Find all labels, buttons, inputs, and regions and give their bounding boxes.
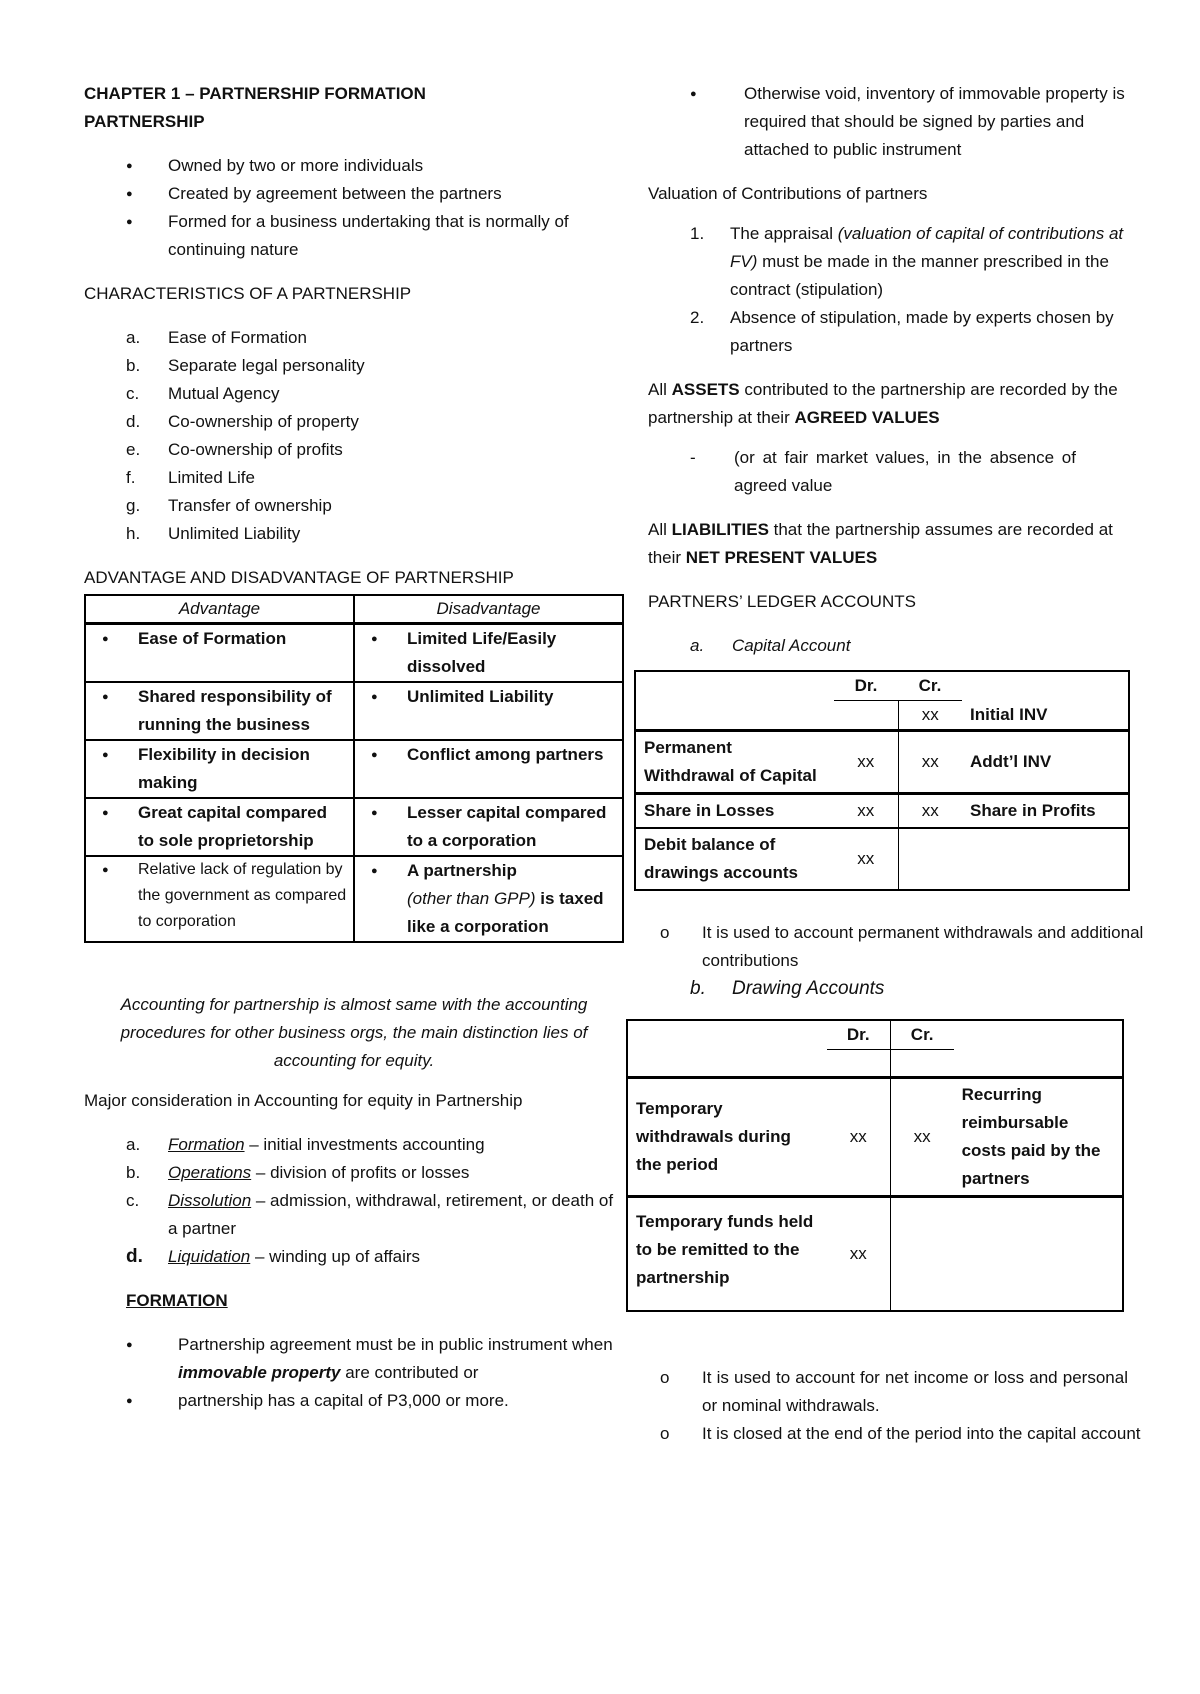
list-item: c. Mutual Agency bbox=[126, 384, 280, 403]
list-item: b. Operations – division of profits or losses bbox=[126, 1163, 470, 1182]
table-row: Temporary withdrawals during the period xx xx Recurring reimbursable costs paid by the partners bbox=[627, 1077, 1123, 1196]
table-row: Debit balance of drawings accounts xx bbox=[635, 828, 1129, 890]
list-item: c. Dissolution – admission, withdrawal, retirement, or death of a partner bbox=[126, 1191, 614, 1238]
list-item: - (or at fair market values, in the absence of agreed value bbox=[690, 448, 1076, 495]
list-item: ● Owned by two or more individuals bbox=[84, 152, 624, 180]
capital-account-table bbox=[634, 670, 1130, 891]
list-item: ● Created by agreement between the partners bbox=[84, 180, 624, 208]
list-item: f. Limited Life bbox=[126, 468, 255, 487]
table-row bbox=[627, 1020, 1123, 1050]
list-item: ● Otherwise void, inventory of immovable property is required that should be signed by parties and attached to public instrument bbox=[648, 80, 1148, 164]
advantage-cell: ● Shared responsibility of running the business bbox=[85, 682, 354, 740]
valuation-heading: Valuation of Contributions of partners bbox=[648, 184, 928, 203]
disadvantage-cell: ● Limited Life/Easily dissolved bbox=[354, 624, 623, 683]
assets-paragraph: All ASSETS contributed to the partnership are recorded by the partnership at their AGREED VALUES bbox=[648, 380, 1118, 427]
table-row: Permanent Withdrawal of Capital xx xx Addt’l INV bbox=[635, 731, 1129, 794]
list-item: ● Formed for a business undertaking that is normally of continuing nature bbox=[84, 208, 624, 264]
advantage-cell: ● Great capital compared to sole proprietorship bbox=[85, 798, 354, 856]
table-row bbox=[627, 1050, 1123, 1078]
characteristics-heading: CHARACTERISTICS OF A PARTNERSHIP bbox=[84, 284, 412, 303]
table-row bbox=[85, 624, 623, 683]
major-consideration: Major consideration in Accounting for equity in Partnership bbox=[84, 1091, 523, 1110]
list-item: ● partnership has a capital of P3,000 or more. bbox=[84, 1387, 624, 1415]
right-column bbox=[636, 80, 1148, 1448]
disadvantage-cell: ● Conflict among partners bbox=[354, 740, 623, 798]
list-item: d. Co-ownership of property bbox=[126, 412, 359, 431]
table-row: Temporary funds held to be remitted to the partnership xx bbox=[627, 1196, 1123, 1311]
cr-label: Cr. bbox=[890, 1020, 953, 1050]
advantage-cell: ● Flexibility in decision making bbox=[85, 740, 354, 798]
formation-heading: FORMATION bbox=[126, 1291, 228, 1310]
formation-list bbox=[84, 1331, 624, 1415]
left-column bbox=[84, 80, 624, 1415]
list-item: o It is used to account for net income or loss and personal or nominal withdrawals. bbox=[648, 1364, 1148, 1420]
list-item: a. Ease of Formation bbox=[126, 328, 307, 347]
list-item: d. Liquidation – winding up of affairs bbox=[126, 1246, 421, 1267]
list-item: g. Transfer of ownership bbox=[126, 496, 332, 515]
list-item: a. Formation – initial investments accounting bbox=[126, 1135, 485, 1154]
cr-label: Cr. bbox=[898, 671, 962, 701]
list-item: h. Unlimited Liability bbox=[126, 524, 301, 543]
accounting-note: Accounting for partnership is almost same with the accounting procedures for other business orgs, the main distinction lies of accounting for equity. bbox=[120, 995, 588, 1070]
table-row: xx Initial INV bbox=[635, 701, 1129, 731]
capital-account-title: a. Capital Account bbox=[690, 636, 851, 655]
valuation-list bbox=[648, 220, 1148, 360]
list-item: 2. Absence of stipulation, made by experts chosen by partners bbox=[690, 308, 1114, 355]
table-header-row bbox=[85, 595, 623, 624]
dr-label: Dr. bbox=[834, 671, 898, 701]
characteristics-list bbox=[84, 324, 624, 548]
list-item: o It is closed at the end of the period into the capital account bbox=[648, 1420, 1148, 1448]
partnership-bullets bbox=[84, 152, 624, 264]
ledger-heading: PARTNERS’ LEDGER ACCOUNTS bbox=[648, 592, 916, 611]
disadvantage-cell: ● Unlimited Liability bbox=[354, 682, 623, 740]
drawing-notes bbox=[648, 1364, 1148, 1448]
disadvantage-cell: ● A partnership (other than GPP) is taxed like a corporation bbox=[354, 856, 623, 942]
table-row bbox=[635, 671, 1129, 701]
advantage-heading: ADVANTAGE AND DISADVANTAGE OF PARTNERSHIP bbox=[84, 568, 514, 587]
list-item: o It is used to account permanent withdrawals and additional contributions bbox=[648, 919, 1148, 975]
table-row bbox=[85, 856, 623, 942]
chapter-title: CHAPTER 1 – PARTNERSHIP FORMATION bbox=[84, 84, 426, 103]
list-item: 1. The appraisal (valuation of capital of contributions at FV) must be made in the manner prescribed in the contract (stipulation) bbox=[690, 224, 1124, 299]
drawing-account-title: b. Drawing Accounts bbox=[690, 978, 885, 999]
dr-label: Dr. bbox=[827, 1020, 890, 1050]
header-disadvantage: Disadvantage bbox=[354, 595, 623, 624]
list-item: ● Partnership agreement must be in public instrument when immovable property are contributed or bbox=[84, 1331, 624, 1387]
advantage-cell: ● Ease of Formation bbox=[85, 624, 354, 683]
table-row bbox=[85, 740, 623, 798]
table-row bbox=[85, 682, 623, 740]
list-item: e. Co-ownership of profits bbox=[126, 440, 343, 459]
advantage-table bbox=[84, 594, 624, 943]
list-item: b. Separate legal personality bbox=[126, 356, 365, 375]
considerations-list bbox=[84, 1131, 624, 1271]
liabilities-paragraph: All LIABILITIES that the partnership assumes are recorded at their NET PRESENT VALUES bbox=[648, 520, 1113, 567]
initial-inv: Initial INV bbox=[970, 704, 1048, 724]
disadvantage-cell: ● Lesser capital compared to a corporation bbox=[354, 798, 623, 856]
section-title: PARTNERSHIP bbox=[84, 112, 205, 131]
table-row bbox=[85, 798, 623, 856]
header-advantage: Advantage bbox=[85, 595, 354, 624]
table-row: Share in Losses xx xx Share in Profits bbox=[635, 794, 1129, 829]
drawing-account-table bbox=[626, 1019, 1124, 1312]
advantage-cell: ● Relative lack of regulation by the government as compared to corporation bbox=[85, 856, 354, 942]
